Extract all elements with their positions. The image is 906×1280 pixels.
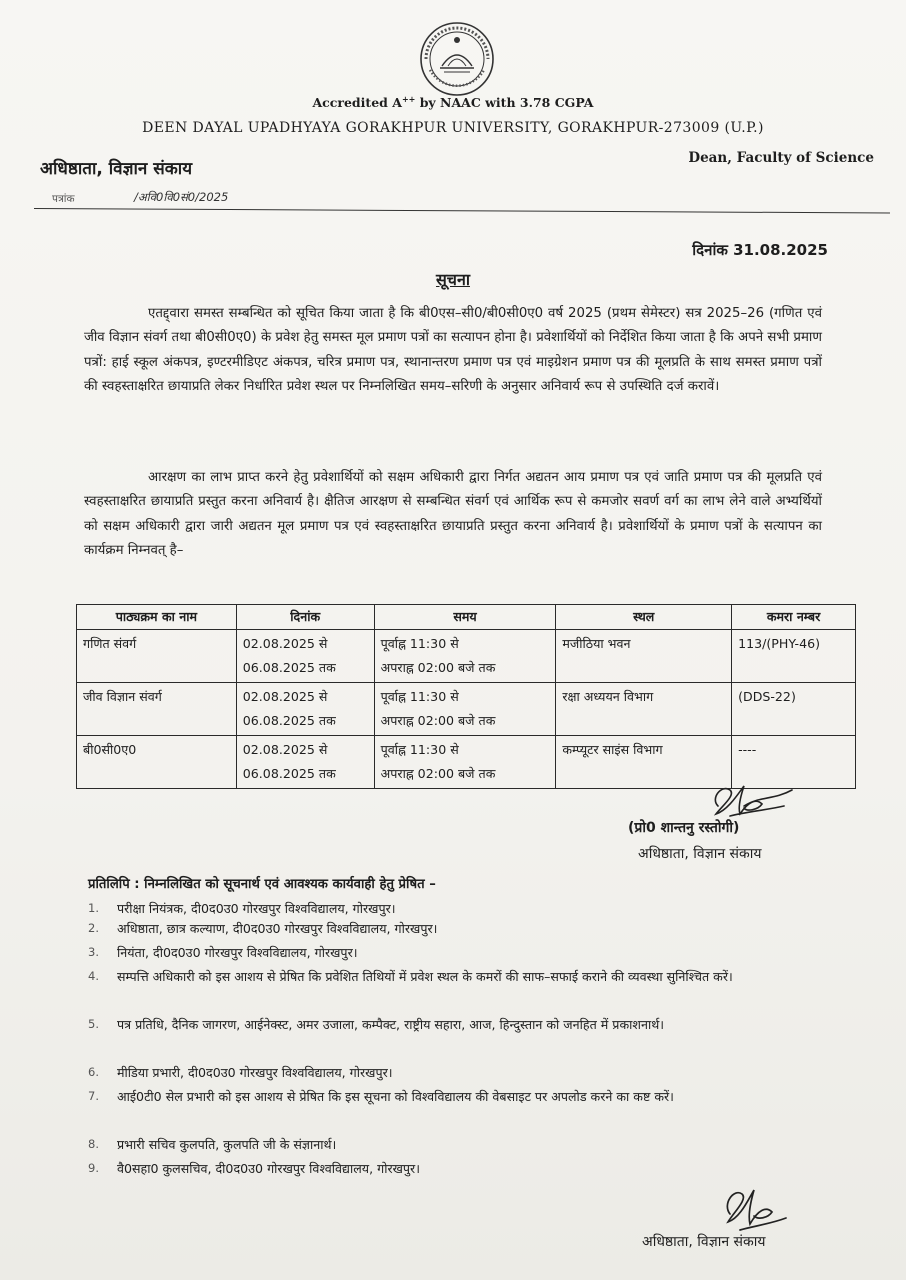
- verification-schedule-table: [76, 604, 856, 789]
- course-cell: जीव विज्ञान संवर्ग: [77, 683, 237, 736]
- time-cell: [374, 683, 556, 736]
- date-cell: [236, 736, 374, 789]
- venue-cell: मजीठिया भवन: [556, 630, 732, 683]
- time-cell: [374, 736, 556, 789]
- date-from: 02.08.2025 से: [242, 689, 328, 704]
- column-header-room: कमरा नम्बर: [732, 605, 856, 630]
- list-item-text: मीडिया प्रभारी, दी0द0उ0 गोरखपुर विश्वविद्यालय, गोरखपुर।: [117, 1065, 393, 1080]
- date-from: 02.08.2025 से: [242, 636, 328, 651]
- list-item-text: अधिष्ठाता, छात्र कल्याण, दी0द0उ0 गोरखपुर विश्वविद्यालय, गोरखपुर।: [117, 921, 438, 936]
- date-from: 02.08.2025 से: [242, 742, 328, 757]
- list-item-text: वै0सहा0 कुलसचिव, दी0द0उ0 गोरखपुर विश्वविद्यालय, गोरखपुर।: [117, 1161, 420, 1176]
- signature-icon: [700, 776, 800, 822]
- time-to: अपराह्न 02:00 बजे तक: [380, 766, 496, 781]
- column-header-course: पाठ्यक्रम का नाम: [77, 605, 237, 630]
- date-cell: [236, 683, 374, 736]
- list-item-number: 5.: [88, 1017, 99, 1031]
- notice-paragraph-1: एतद्द्वारा समस्त सम्बन्धित को सूचित किया जाता है कि बी0एस–सी0/बी0सी0ए0 वर्ष 2025 (प्रथम सेमेस्टर) सत्र 2025–26 (गणित एवं जीव विज्ञान संवर्ग तथा बी0सी0ए0) के प्रवेश हेतु समस्त मूल प्रमाण पत्रों का सत्यापन होना है। प्रवेशार्थियों को निर्देशित किया जाता है कि अपने सभी प्रमाण पत्रों: हाई स्कूल अंकपत्र, इण्टरमीडिएट अंकपत्र, चरित्र प्रमाण पत्र, स्थानान्तरण प्रमाण पत्र एवं माइग्रेशन प्रमाण पत्र की मूलप्रति के साथ समस्त प्रमाण पत्रों की स्वहस्ताक्षरित छायाप्रति लेकर निर्धारित प्रवेश स्थल पर निम्नलिखित समय–सरिणी के अनुसार अनिवार्य रूप से उपस्थिति दर्ज करावें।: [84, 306, 822, 394]
- list-item-text: सम्पत्ति अधिकारी को इस आशय से प्रेषित कि प्रवेशित तिथियों में प्रवेश स्थल के कमरों की साफ–सफाई कराने की व्यवस्था सुनिश्चित करें।: [117, 969, 733, 984]
- accreditation-line: Accredited A++ by NAAC with 3.78 CGPA: [312, 94, 594, 111]
- list-item-text: पत्र प्रतिधि, दैनिक जागरण, आईनेक्स्ट, अमर उजाला, कम्पैक्ट, राष्ट्रीय सहारा, आज, हिन्दुस्तान को जनहित में प्रकाशनार्थ।: [117, 1017, 665, 1032]
- closing-designation: अधिष्ठाता, विज्ञान संकाय: [642, 1234, 766, 1250]
- column-header-venue: स्थल: [556, 605, 732, 630]
- time-from: पूर्वाह्न 11:30 से: [380, 689, 459, 704]
- venue-cell: कम्प्यूटर साइंस विभाग: [556, 736, 732, 789]
- room-cell: (DDS-22): [732, 683, 856, 736]
- header-divider: [34, 208, 890, 213]
- notice-title: सूचना: [435, 270, 470, 289]
- office-title-english: Dean, Faculty of Science: [688, 150, 874, 166]
- column-header-time: समय: [374, 605, 556, 630]
- room-cell: 113/(PHY-46): [732, 630, 856, 683]
- reference-label: पत्रांक: [52, 193, 75, 205]
- list-item-number: 9.: [88, 1161, 99, 1175]
- signature-icon: [716, 1178, 792, 1236]
- venue-cell: रक्षा अध्ययन विभाग: [556, 683, 732, 736]
- room-cell: ----: [732, 736, 856, 789]
- copy-to-heading: प्रतिलिपि : निम्नलिखित को सूचनार्थ एवं आवश्यक कार्यवाही हेतु प्रेषित –: [88, 877, 436, 892]
- list-item-number: 2.: [88, 921, 99, 935]
- date-to: 06.08.2025 तक: [242, 660, 336, 675]
- list-item-text: आई0टी0 सेल प्रभारी को इस आशय से प्रेषित कि इस सूचना को विश्वविद्यालय की वेबसाइट पर अपलोड करने का कष्ट करें।: [117, 1089, 674, 1104]
- table-row: [77, 683, 856, 736]
- time-from: पूर्वाह्न 11:30 से: [380, 742, 459, 757]
- accreditation-grade: ++: [401, 94, 416, 104]
- time-to: अपराह्न 02:00 बजे तक: [380, 713, 496, 728]
- list-item-text: परीक्षा नियंत्रक, दी0द0उ0 गोरखपुर विश्वविद्यालय, गोरखपुर।: [117, 901, 396, 916]
- time-to: अपराह्न 02:00 बजे तक: [380, 660, 496, 675]
- date-cell: [236, 630, 374, 683]
- list-item-number: 8.: [88, 1137, 99, 1151]
- list-item-number: 6.: [88, 1065, 99, 1079]
- date-to: 06.08.2025 तक: [242, 766, 336, 781]
- table-row: [77, 630, 856, 683]
- university-seal-icon: [418, 20, 496, 98]
- notice-paragraph-2: आरक्षण का लाभ प्राप्त करने हेतु प्रवेशार्थियों को सक्षम अधिकारी द्वारा निर्गत अद्यतन आय प्रमाण पत्र एवं जाति प्रमाण पत्र की मूलप्रति एवं स्वहस्ताक्षरित छायाप्रति प्रस्तुत करना अनिवार्य है। क्षैतिज आरक्षण से सम्बन्धित संवर्ग एवं आर्थिक रूप से कमजोर सवर्ण वर्ग का लाभ लेने वाले अभ्यर्थियों को सक्षम अधिकारी द्वारा जारी अद्यतन मूल प्रमाण पत्र एवं स्वहस्ताक्षरित छायाप्रति प्रस्तुत करना अनिवार्य है। प्रवेशार्थियों के प्रमाण पत्रों के सत्यापन का कार्यक्रम निम्नवत् है–: [84, 470, 822, 558]
- list-item-text: नियंता, दी0द0उ0 गोरखपुर विश्वविद्यालय, गोरखपुर।: [117, 945, 358, 960]
- course-cell: बी0सी0ए0: [77, 736, 237, 789]
- signatory-name: (प्रो0 शान्तनु रस्तोगी): [628, 820, 740, 836]
- column-header-date: दिनांक: [236, 605, 374, 630]
- list-item-number: 4.: [88, 969, 99, 983]
- reference-number: /अवि0वि0सं0/2025: [134, 190, 229, 204]
- list-item-number: 3.: [88, 945, 99, 959]
- notice-date: दिनांक 31.08.2025: [692, 241, 828, 259]
- list-item-number: 1.: [88, 901, 99, 915]
- time-from: पूर्वाह्न 11:30 से: [380, 636, 459, 651]
- university-name: DEEN DAYAL UPADHYAYA GORAKHPUR UNIVERSITY, GORAKHPUR-273009 (U.P.): [142, 120, 764, 136]
- office-title-hindi: अधिष्ठाता, विज्ञान संकाय: [40, 159, 193, 179]
- table-header-row: [77, 605, 856, 630]
- course-cell: गणित संवर्ग: [77, 630, 237, 683]
- signatory-designation: अधिष्ठाता, विज्ञान संकाय: [638, 846, 762, 862]
- list-item-number: 7.: [88, 1089, 99, 1103]
- time-cell: [374, 630, 556, 683]
- date-to: 06.08.2025 तक: [242, 713, 336, 728]
- list-item-text: प्रभारी सचिव कुलपति, कुलपति जी के संज्ञानार्थ।: [117, 1137, 337, 1152]
